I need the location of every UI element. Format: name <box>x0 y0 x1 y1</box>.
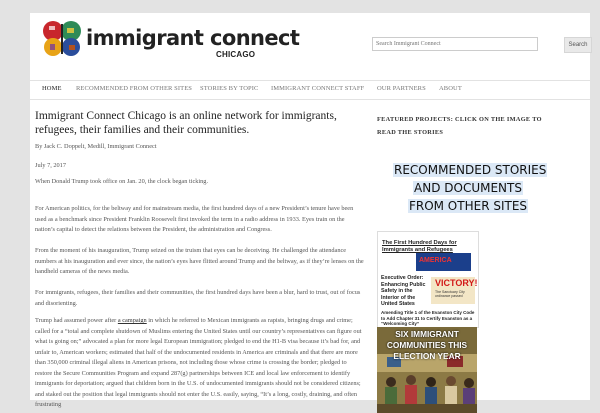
nav-item-recommended[interactable]: RECOMMENDED FROM OTHER SITES <box>76 85 193 92</box>
recommended-line-text: FROM OTHER SITES <box>408 199 528 213</box>
article-headline: Immigrant Connect Chicago is an online network for immigrants, refugees, their families and their communities. <box>35 110 337 136</box>
site-title: immigrant connect <box>86 26 300 50</box>
article-byline: By Jack C. Doppelt, Medill, Immigrant Connect <box>35 143 157 150</box>
clip-ordinance: Amending Title 1 of the Evanston City Code to Add Chapter 31 to Certify Evanston as a “Welcoming City” <box>381 310 475 326</box>
recommended-stories-banner[interactable] <box>393 163 547 229</box>
six-communities-headline: SIX IMMIGRANT COMMUNITIES THIS ELECTION YEAR <box>386 329 468 361</box>
recommended-line <box>393 181 543 195</box>
six-communities-image[interactable] <box>377 327 477 413</box>
community-meeting-photo <box>377 354 477 413</box>
clip-masthead <box>416 253 471 271</box>
first-hundred-days-image[interactable] <box>377 231 479 328</box>
article-paragraph: When Donald Trump took office on Jan. 20, the clock began ticking. <box>35 178 209 185</box>
campaign-link[interactable]: a campaign <box>117 317 147 324</box>
paragraph-text: in which he referred to Mexican immigrants as rapists, bringing drugs and crime; called for a “total and complete shutdown of Muslims entering the United States until our country’s representatives can figure out what is going on;” advocated a plan for more legal European immigration; pledged to end the H1-B visa because it’s bad for, and unfair to, American workers; estimated that half of the undocumented residents in America are criminals and that there are more than 350,000 criminal illegal aliens in American prisons, not including those whose crime is crossing the border; pledged to restore the Secure Communities Program and expand 287(g) partnerships between ICE and local law enforcement to identify immigrants for deportation; argued that children born in the U.S. of undocumented immigrants should not be considered citizens; and staked out the position that legal immigrants should not enter the U.S. easily, saying, “It’s a long, costly, draining, and often frustrating <box>35 317 362 408</box>
recommended-line <box>393 199 543 213</box>
clip-victory-panel <box>431 277 478 304</box>
recommended-line <box>393 163 547 177</box>
article-paragraph-campaign <box>35 316 365 408</box>
butterfly-logo-icon <box>42 20 82 58</box>
article-date: July 7, 2017 <box>35 162 66 169</box>
clip-headline: The First Hundred Days for Immigrants and Refugees <box>382 240 457 253</box>
recommended-line-text: RECOMMENDED STORIES <box>394 163 547 177</box>
nav-item-about[interactable]: ABOUT <box>439 85 462 92</box>
clip-executive-order: Executive Order: Enhancing Public Safety in the Interior of the United States <box>381 275 426 307</box>
clip-victory-title: VICTORY! <box>435 278 478 288</box>
clip-victory-subtitle: The Sanctuary City ordinance passed <box>435 290 465 299</box>
recommended-line-text: AND DOCUMENTS <box>414 181 522 195</box>
nav-item-home[interactable]: HOME <box>42 85 62 92</box>
site-city: CHICAGO <box>216 50 256 59</box>
page-container <box>30 13 590 408</box>
search-input[interactable] <box>372 37 538 51</box>
nav-item-stories-by-topic[interactable]: STORIES BY TOPIC <box>200 85 259 92</box>
article-paragraph: For immigrants, refugees, their families and their communities, the first hundred days have been a blur, hard to trust, out of focus and disorienting. <box>35 289 361 307</box>
search-button[interactable]: Search <box>564 37 592 53</box>
nav-item-partners[interactable]: OUR PARTNERS <box>377 85 426 92</box>
clip-masthead-text: AMERICA <box>419 257 452 264</box>
site-logo[interactable] <box>42 20 300 68</box>
main-navigation <box>30 80 590 100</box>
nav-item-staff[interactable]: IMMIGRANT CONNECT STAFF <box>271 85 365 92</box>
article-paragraph: From the moment of his inauguration, Trump seized on the truism that eyes can be deceiving. He challenged the attendance numbers at his inauguration and ever since, the nation’s eyes have flitted around Trump and the beltway, as if they’re lenses on the handheld cameras of the news media. <box>35 247 364 275</box>
featured-projects-title: FEATURED PROJECTS: CLICK ON THE IMAGE TO READ THE STORIES <box>377 116 542 136</box>
article-paragraph: For American politics, for the beltway and for mainstream media, the first hundred days of a new President’s tenure have been used as a benchmark since President Franklin Roosevelt first invoked the term in a radio address in 1933. Eyes train on the nation’s capital to detect the relations between the President, the administration and Congress. <box>35 205 354 233</box>
paragraph-text: Trump had assumed power after <box>35 317 118 324</box>
